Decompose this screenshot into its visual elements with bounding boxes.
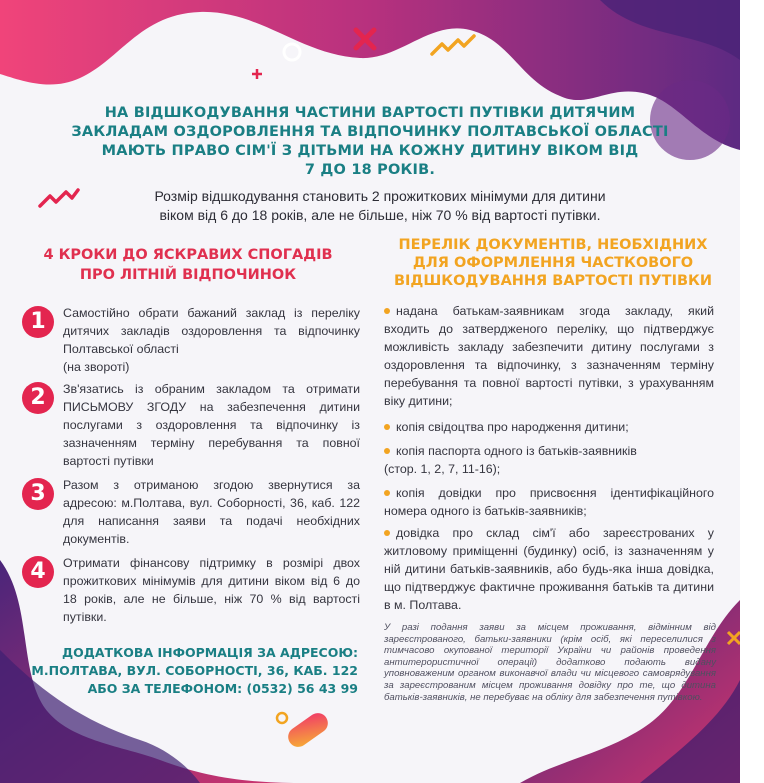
step-number-badge: 2 <box>22 382 54 414</box>
document-item <box>384 524 714 614</box>
heading-line: НА ВІДШКОДУВАННЯ ЧАСТИНИ ВАРТОСТІ ПУТІВКИ ДИТЯЧИМ <box>104 105 636 121</box>
document-item <box>384 302 714 410</box>
step-description: Отримати фінансову підтримку в розмірі двох прожиткових мінімумів для дитини віком від 6 до 18 років, але не більше, ніж 70 % від вартості путівки. <box>63 556 360 624</box>
documents-title-line: ДЛЯ ОФОРМЛЕННЯ ЧАСТКОВОГО <box>412 255 694 271</box>
document-text: надана батькам-заявникам згода закладу, який входить до затвердженого переліку, що підтверджує можливість закладу забезпечити дитину послугами з оздоровлення та відпочинку, з зазначенням терміну перебування та повної вартості путівки, з урахуванням віку дитини; <box>384 304 714 408</box>
contact-address: М.ПОЛТАВА, ВУЛ. СОБОРНОСТІ, 36, КАБ. 122 <box>31 663 358 678</box>
step-description: Самостійно обрати бажаний заклад із переліку дитячих закладів оздоровлення та відпочинку Полтавської області <box>63 306 360 356</box>
step-item <box>22 380 362 470</box>
contact-phone: АБО ЗА ТЕЛЕФОНОМ: (0532) 56 43 99 <box>87 681 358 696</box>
step-item <box>22 554 362 626</box>
bullet-icon <box>384 448 390 454</box>
document-text: копія свідоцтва про народження дитини; <box>396 420 629 434</box>
documents-title-line: ПЕРЕЛІК ДОКУМЕНТІВ, НЕОБХІДНИХ <box>398 237 708 253</box>
step-item <box>22 304 362 374</box>
document-pages: (стор. 1, 2, 7, 11-16); <box>384 462 501 476</box>
documents-title <box>378 236 728 290</box>
document-text: копія паспорта одного із батьків-заявників <box>396 444 637 458</box>
reimbursement-summary <box>90 187 670 225</box>
step-note: (на звороті) <box>63 360 130 374</box>
heading-line: ЗАКЛАДАМ ОЗДОРОВЛЕННЯ ТА ВІДПОЧИНКУ ПОЛТАВСЬКОЇ ОБЛАСТІ <box>71 124 669 140</box>
bullet-icon <box>384 308 390 314</box>
step-text <box>63 304 360 376</box>
page-edge <box>740 0 764 783</box>
step-number-badge: 1 <box>22 306 54 338</box>
heading-line: 7 ДО 18 РОКІВ. <box>304 162 436 178</box>
contact-info <box>30 644 358 698</box>
summary-line: віком від 6 до 18 років, але не більше, ніж 70 % від вартості путівки. <box>159 207 601 223</box>
document-text: копія довідки про присвоєння ідентифікаційного номера одного із батьків-заявників; <box>384 486 714 518</box>
step-item <box>22 476 362 548</box>
steps-title-line: 4 КРОКИ ДО ЯСКРАВИХ СПОГАДІВ <box>43 247 333 263</box>
heading-line: МАЮТЬ ПРАВО СІМ'Ї З ДІТЬМИ НА КОЖНУ ДИТИНУ ВІКОМ ВІД <box>101 143 639 159</box>
document-item <box>384 418 714 436</box>
bullet-icon <box>384 490 390 496</box>
step-description: Зв'язатись із обраним закладом та отримати ПИСЬМОВУ ЗГОДУ на забезпечення дитини послугами з оздоровлення та відпочинку із зазначенням терміну перебування та повної вартості путівки <box>63 382 360 468</box>
contact-line: ДОДАТКОВА ІНФОРМАЦІЯ ЗА АДРЕСОЮ: <box>61 645 358 660</box>
main-heading <box>60 104 680 180</box>
bullet-icon <box>384 424 390 430</box>
document-text: довідка про склад сім'ї або зареєстрованих у житловому приміщенні (будинку) осіб, із зазначенням у ній дитини батьків-заявників, або будь-яка інша довідка, що підтверджує фактичне проживання батьків та дитини в м. Полтава. <box>384 526 714 612</box>
document-item <box>384 442 714 478</box>
step-number-badge: 3 <box>22 478 54 510</box>
document-item <box>384 484 714 520</box>
step-number-badge: 4 <box>22 556 54 588</box>
footnote: У разі подання заяви за місцем проживання, відмінним від зареєстрованого, батьки-заявники (крім осіб, які переселилися з тимчасово окупованої території України чи районів проведення антитерористичної операції) додатково подають видану уповноваженим органом виконавчої влади чи місцевого самоврядування за зареєстрованим місцем проживання довідку про те, що дитина батьків-заявників, не перебуває на обліку для забезпечення путівкою. <box>384 622 716 703</box>
step-description: Разом з отриманою згодою звернутися за адресою: м.Полтава, вул. Соборності, 36, каб. 122 для написання заяви та подачі необхідних документів. <box>63 478 360 546</box>
bullet-icon <box>384 530 390 536</box>
summary-line: Розмір відшкодування становить 2 прожиткових мінімуми для дитини <box>154 188 606 204</box>
steps-title <box>18 245 358 285</box>
documents-title-line: ВІДШКОДУВАННЯ ВАРТОСТІ ПУТІВКИ <box>393 273 713 289</box>
steps-title-line: ПРО ЛІТНІЙ ВІДПОЧИНОК <box>79 267 297 283</box>
